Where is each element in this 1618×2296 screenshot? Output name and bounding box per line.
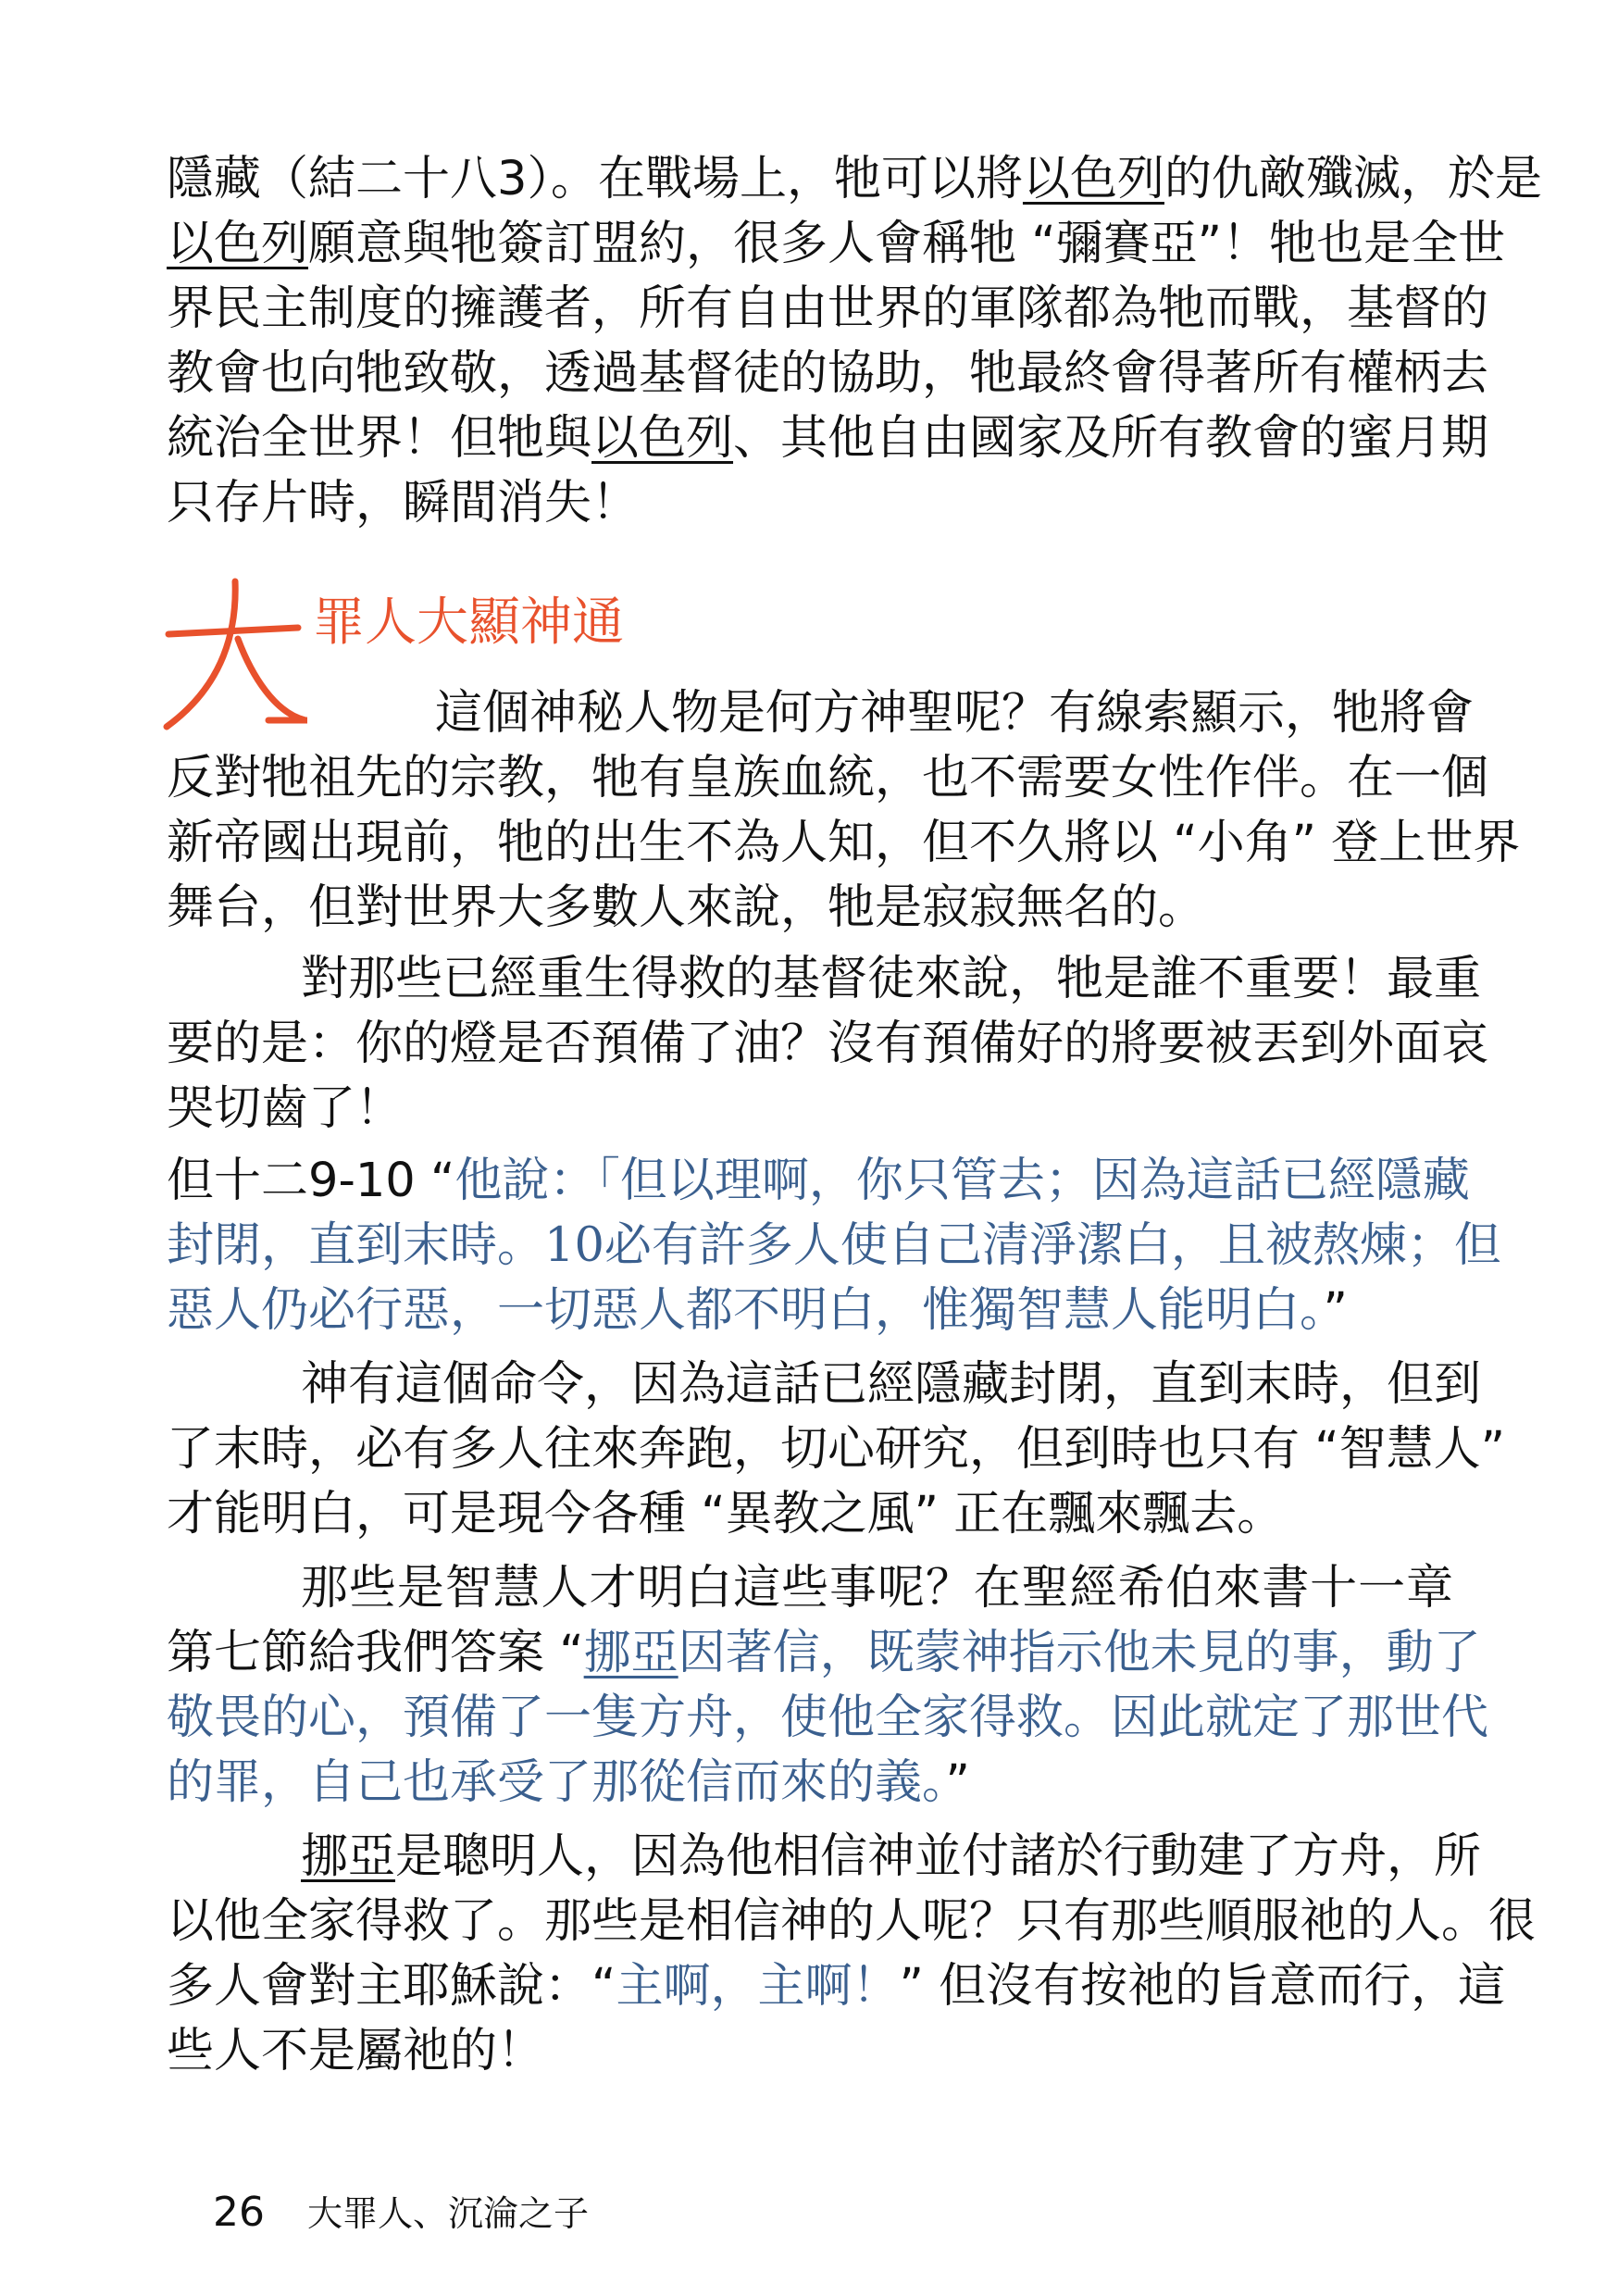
p6-line-1: 那些是智慧人才明白這些事呢？在聖經希伯來書十一章 [301, 1561, 1453, 1616]
p3-line-3: 哭切齒了！ [167, 1081, 404, 1136]
p3-line-2: 要的是：你的燈是否預備了油？沒有預備好的將要被丟到外面哀 [167, 1017, 1489, 1071]
p7-line-2: 以他全家得救了。那些是相信神的人呢？只有那些順服祂的人。很 [167, 1894, 1537, 1949]
p1-line-1: 隱藏（結二十八3）。在戰場上，牠可以將以色列的仇敵殲滅，於是 [167, 152, 1542, 206]
p2-line-4: 舞台，但對世界大多數人來說，牠是寂寂無名的。 [167, 880, 1206, 935]
running-title: 大罪人、沉淪之子 [307, 2193, 590, 2234]
p1-line-2: 以色列願意與牠簽訂盟約，很多人會稱牠 “彌賽亞”！牠也是全世 [167, 217, 1506, 271]
p5-line-1: 神有這個命令，因為這話已經隱藏封閉，直到末時，但到 [301, 1357, 1482, 1412]
p2-line-1: 這個神秘人物是何方神聖呢？有線索顯示，牠將會 [435, 686, 1475, 741]
p3-line-1: 對那些已經重生得救的基督徒來說，牠是誰不重要！最重 [301, 952, 1482, 1006]
noah-term: 挪亞 [583, 1626, 678, 1680]
scripture-quote: 他說：「但以理啊，你只管去；因為這話已經隱藏 [454, 1154, 1470, 1208]
scripture-ref: 但十二9-10 “ [167, 1154, 455, 1208]
p7-line-4: 些人不是屬祂的！ [167, 2024, 545, 2078]
p1-line-5: 統治全世界！但牠與以色列、其他自由國家及所有教會的蜜月期 [167, 411, 1489, 466]
p2-line-2: 反對牠祖先的宗教，牠有皇族血統，也不需要女性作伴。在一個 [167, 751, 1489, 805]
noah-term: 挪亞 [301, 1829, 396, 1884]
p2-line-3: 新帝國出現前，牠的出生不為人知，但不久將以 “小角” 登上世界 [167, 816, 1521, 870]
israel-term: 以色列 [1022, 152, 1164, 206]
p4-line-3: 惡人仍必行惡，一切惡人都不明白，惟獨智慧人能明白。” [167, 1283, 1348, 1338]
p4-line-1 [167, 1148, 1470, 1215]
p5-line-3: 才能明白，可是現今各種 “異教之風” 正在飄來飄去。 [167, 1487, 1285, 1541]
drop-cap [159, 574, 307, 731]
p6-line-3: 敬畏的心，預備了一隻方舟，使他全家得救。因此就定了那世代 [167, 1691, 1489, 1745]
section-heading: 罪人大顯神通 [313, 593, 624, 653]
p1-line-6: 只存片時，瞬間消失！ [167, 476, 640, 530]
p7-line-1: 挪亞是聰明人，因為他相信神並付諸於行動建了方舟，所 [301, 1829, 1482, 1884]
page-number: 26 [213, 2189, 265, 2236]
p4-line-2: 封閉，直到末時。10必有許多人使自己清淨潔白，且被熬煉；但 [167, 1218, 1501, 1273]
p1-line-4: 教會也向牠致敬，透過基督徒的協助，牠最終會得著所有權柄去 [167, 346, 1489, 401]
quoted-words: 主啊，主啊！ [616, 1959, 900, 2014]
p6-line-2: 第七節給我們答案 “挪亞因著信，既蒙神指示他未見的事，動了 [167, 1626, 1481, 1680]
israel-term: 以色列 [167, 217, 309, 271]
israel-term: 以色列 [591, 411, 734, 466]
p5-line-2: 了末時，必有多人往來奔跑，切心研究，但到時也只有 “智慧人” [167, 1422, 1506, 1477]
p7-line-3: 多人會對主耶穌說：“主啊，主啊！” 但沒有按祂的旨意而行，這 [167, 1959, 1506, 2014]
p6-line-4: 的罪，自己也承受了那從信而來的義。” [167, 1755, 970, 1810]
p1-line-3: 界民主制度的擁護者，所有自由世界的軍隊都為牠而戰，基督的 [167, 281, 1489, 336]
